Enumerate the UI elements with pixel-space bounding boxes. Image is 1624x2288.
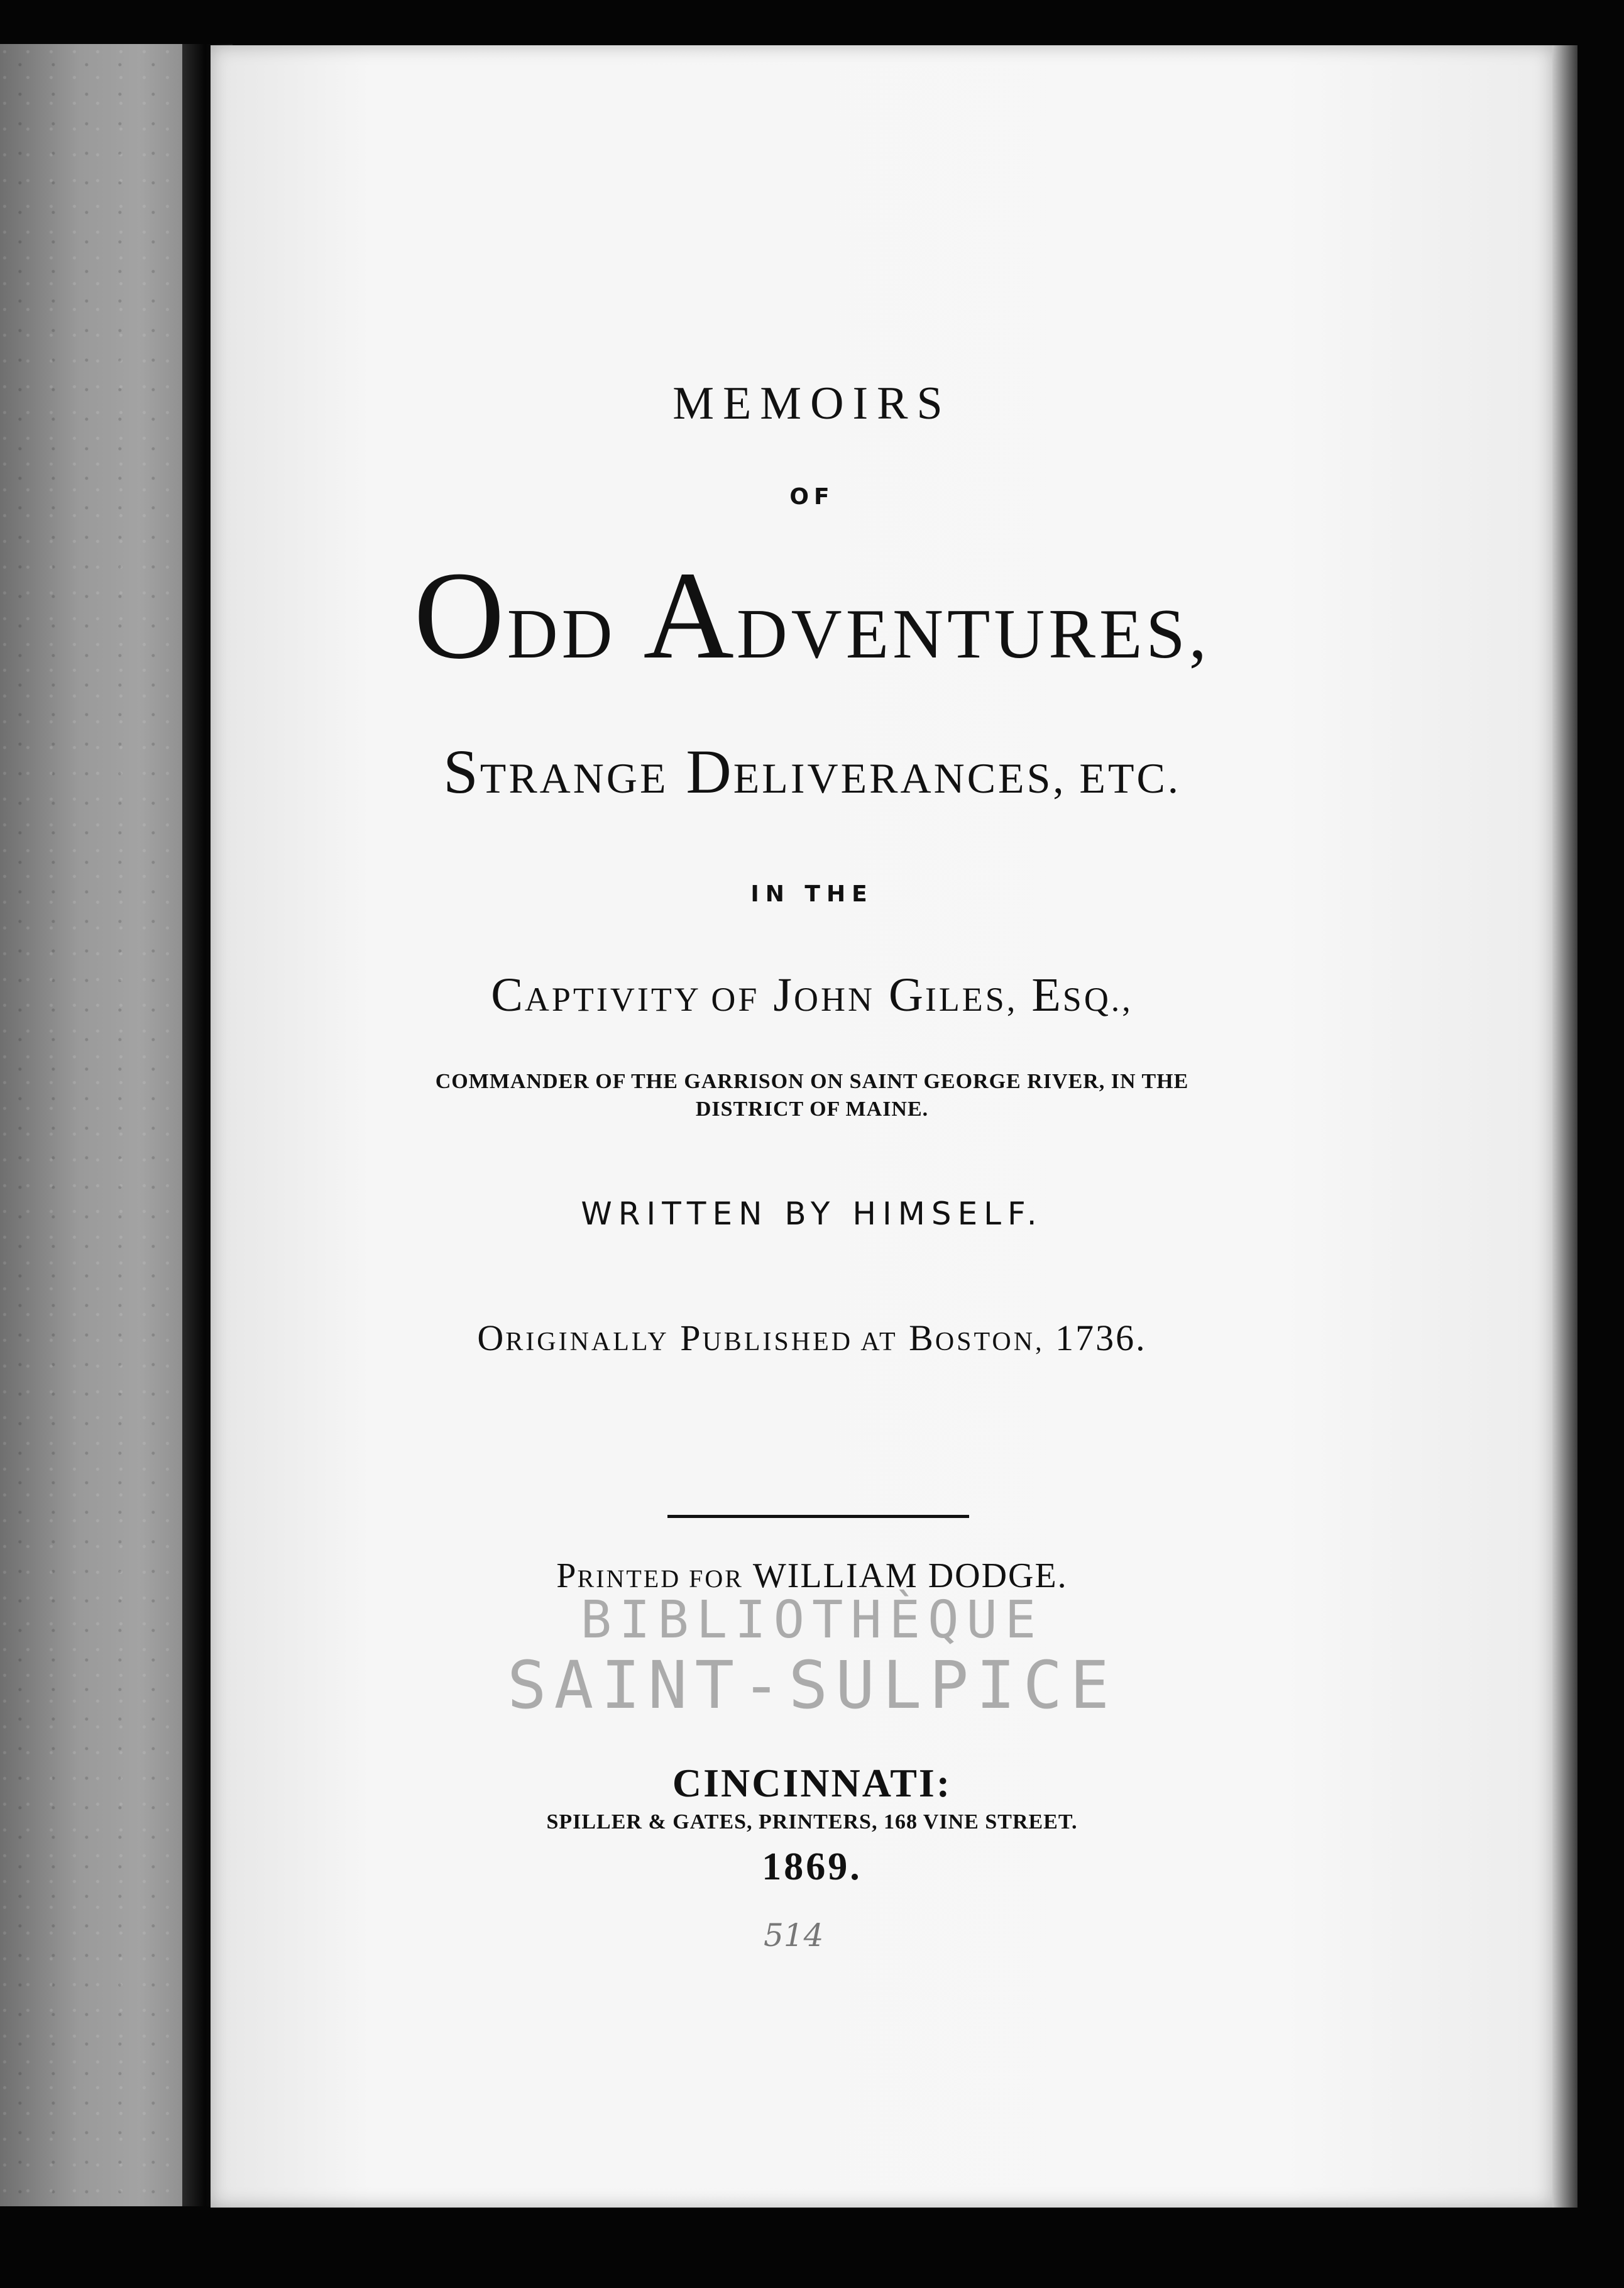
odd-initial: O	[414, 546, 507, 685]
library-stamp-line-2: SAINT-SULPICE	[507, 1647, 1117, 1724]
of-text: OF	[789, 484, 835, 510]
published-initial: P	[680, 1317, 703, 1358]
printed-rest: RINTED FOR	[577, 1565, 743, 1593]
memoirs-heading	[0, 377, 1624, 431]
strange-initial: S	[443, 737, 480, 806]
original-year: 1736.	[1055, 1317, 1147, 1358]
imprint-printers: SPILLER & GATES, PRINTERS, 168 VINE STREET.	[546, 1810, 1078, 1834]
captivity-initial: C	[491, 969, 525, 1021]
divider-rule	[667, 1515, 969, 1518]
captivity-rest: APTIVITY OF	[524, 981, 760, 1018]
commander-line: COMMANDER OF THE GARRISON ON SAINT GEORGE RIVER, IN THE	[435, 1070, 1189, 1093]
originally-rest: RIGINALLY	[505, 1328, 669, 1356]
captivity-line	[0, 968, 1624, 1023]
published-rest: UBLISHED AT	[702, 1328, 898, 1356]
of-line	[0, 484, 1624, 510]
odd-rest: DD	[507, 595, 617, 673]
in-the-text: IN THE	[750, 881, 874, 907]
giles-initial: G	[888, 969, 925, 1021]
john-initial: J	[773, 969, 794, 1021]
strange-rest: TRANGE	[480, 754, 669, 802]
deliverances-rest: ELIVERANCES, ETC.	[733, 754, 1181, 802]
adventures-rest: DVENTURES,	[736, 595, 1210, 673]
district-line: DISTRICT OF MAINE.	[695, 1097, 929, 1121]
printed-initial: P	[556, 1556, 578, 1595]
library-stamp-line-1: BIBLIOTHÈQUE	[580, 1590, 1044, 1650]
handwritten-shelf-number: 514	[764, 1917, 824, 1954]
esq-initial: E	[1031, 969, 1063, 1021]
written-by-line: WRITTEN BY HIMSELF.	[581, 1196, 1043, 1232]
esq-rest: SQ.,	[1062, 981, 1133, 1018]
john-rest: OHN	[793, 981, 875, 1018]
subtitle	[0, 735, 1624, 808]
adventures-initial: A	[643, 546, 737, 685]
in-the-line	[0, 881, 1624, 907]
deliverances-initial: D	[686, 737, 733, 806]
imprint-city: CINCINNATI:	[672, 1761, 952, 1805]
originally-published-line	[0, 1317, 1624, 1359]
main-title	[0, 544, 1624, 688]
boston-initial: B	[909, 1317, 935, 1358]
giles-rest: ILES,	[924, 981, 1018, 1018]
boston-rest: OSTON,	[935, 1328, 1045, 1356]
printed-name: WILLIAM DODGE.	[752, 1556, 1068, 1595]
imprint-year: 1869.	[762, 1845, 862, 1888]
memoirs-text: MEMOIRS	[672, 378, 952, 429]
originally-initial: O	[477, 1317, 506, 1358]
